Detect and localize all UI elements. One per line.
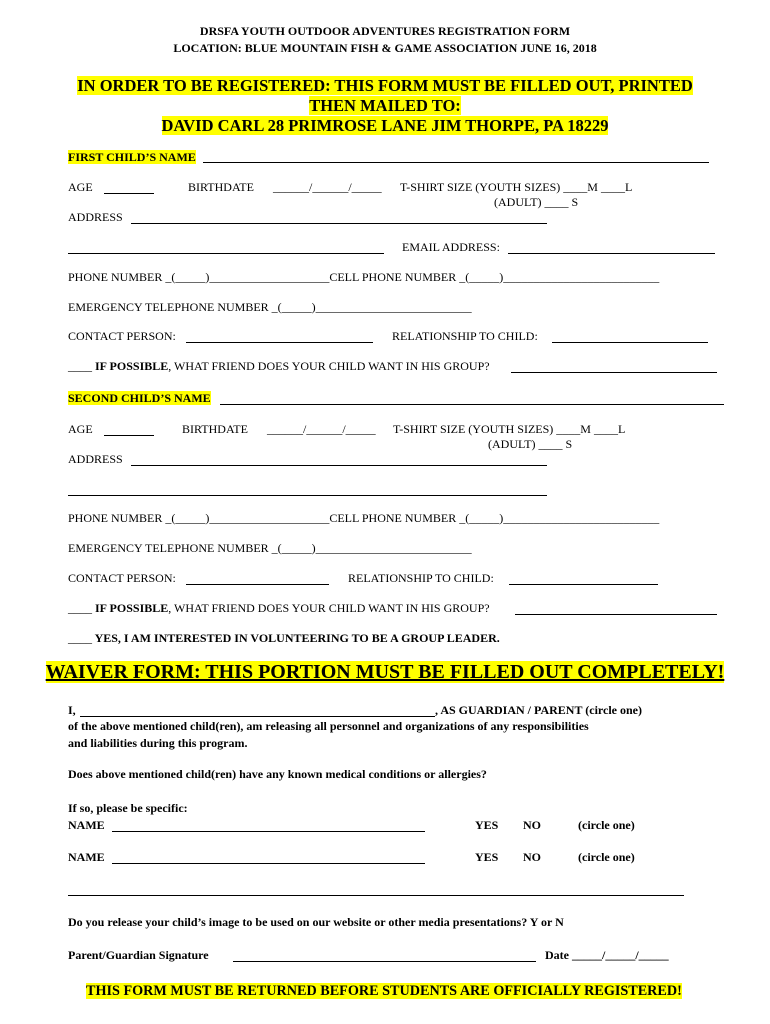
medical-name-field-1[interactable] <box>112 831 425 832</box>
tshirt-size-label[interactable]: T-SHIRT SIZE (YOUTH SIZES) ____M ____L <box>400 180 633 194</box>
guardian-name-field[interactable] <box>80 716 435 717</box>
waiver-title: WAIVER FORM: THIS PORTION MUST BE FILLED OUT COMPLETELY! <box>45 661 725 683</box>
address-field[interactable] <box>131 223 547 224</box>
signature-date-field[interactable]: Date _____/_____/_____ <box>545 948 669 962</box>
adult-size-label[interactable]: (ADULT) ____ S <box>494 195 579 209</box>
form-title: DRSFA YOUTH OUTDOOR ADVENTURES REGISTRATION FORM <box>199 24 571 38</box>
emergency-phone-line[interactable]: EMERGENCY TELEPHONE NUMBER _(_____)__________________________ <box>68 300 472 314</box>
friend-check-blank[interactable]: ____ <box>68 601 92 615</box>
adult-size-label[interactable]: (ADULT) ____ S <box>488 437 573 451</box>
circle-one-note: (circle one) <box>578 818 635 832</box>
emergency-phone-line[interactable]: EMERGENCY TELEPHONE NUMBER _(_____)__________________________ <box>68 541 472 555</box>
phone-numbers-line[interactable]: PHONE NUMBER _(_____)____________________CELL PHONE NUMBER _(_____)__________________________ <box>68 270 660 284</box>
address-field[interactable] <box>131 465 547 466</box>
tshirt-size-label[interactable]: T-SHIRT SIZE (YOUTH SIZES) ____M ____L <box>393 422 626 436</box>
second-child-heading: SECOND CHILD’S NAME <box>68 391 211 405</box>
volunteer-check-blank[interactable]: ____ <box>68 631 92 645</box>
volunteer-line: ____ YES, I AM INTERESTED IN VOLUNTEERING TO BE A GROUP LEADER. <box>68 631 500 645</box>
medical-question: Does above mentioned child(ren) have any known medical conditions or allergies? <box>68 767 487 781</box>
age-label: AGE <box>68 180 93 194</box>
medical-name-label: NAME <box>68 850 105 864</box>
birthdate-field[interactable]: ______/______/_____ <box>273 180 382 194</box>
address-field-line-2[interactable] <box>68 495 547 496</box>
friend-request-line: ____ IF POSSIBLE, WHAT FRIEND DOES YOUR CHILD WANT IN HIS GROUP? <box>68 601 490 615</box>
birthdate-field[interactable]: ______/______/_____ <box>267 422 376 436</box>
contact-person-label: CONTACT PERSON: <box>68 329 176 343</box>
relationship-field[interactable] <box>552 342 708 343</box>
birthdate-label: BIRTHDATE <box>182 422 248 436</box>
mailing-address: DAVID CARL 28 PRIMROSE LANE JIM THORPE, PA 18229 <box>161 116 609 135</box>
signature-field[interactable] <box>233 961 536 962</box>
waiver-release-text: of the above mentioned child(ren), am releasing all personnel and organizations of any responsibilities <box>68 719 589 733</box>
contact-person-field[interactable] <box>186 584 329 585</box>
medical-details-field[interactable] <box>68 895 684 896</box>
friend-request-line: ____ IF POSSIBLE, WHAT FRIEND DOES YOUR CHILD WANT IN HIS GROUP? <box>68 359 490 373</box>
second-child-name-field[interactable] <box>220 404 724 405</box>
first-child-heading: FIRST CHILD’S NAME <box>68 150 196 164</box>
medical-name-label: NAME <box>68 818 105 832</box>
first-child-name-field[interactable] <box>203 162 709 163</box>
address-label: ADDRESS <box>68 452 123 466</box>
no-option[interactable]: NO <box>523 818 541 832</box>
age-field[interactable] <box>104 435 154 436</box>
notice-line-2: THEN MAILED TO: <box>309 96 461 115</box>
friend-field[interactable] <box>515 614 717 615</box>
medical-name-field-2[interactable] <box>112 863 425 864</box>
phone-numbers-line[interactable]: PHONE NUMBER _(_____)____________________CELL PHONE NUMBER _(_____)__________________________ <box>68 511 660 525</box>
guardian-role-text[interactable]: , AS GUARDIAN / PARENT (circle one) <box>435 703 642 717</box>
return-notice: THIS FORM MUST BE RETURNED BEFORE STUDENTS ARE OFFICIALLY REGISTERED! <box>86 983 682 999</box>
waiver-i-label: I, <box>68 703 76 717</box>
location-line: LOCATION: BLUE MOUNTAIN FISH & GAME ASSOCIATION JUNE 16, 2018 <box>173 41 597 55</box>
medical-specify-label: If so, please be specific: <box>68 801 188 815</box>
friend-field[interactable] <box>511 372 717 373</box>
yes-option[interactable]: YES <box>475 818 499 832</box>
birthdate-label: BIRTHDATE <box>188 180 254 194</box>
image-release-question[interactable]: Do you release your child’s image to be used on our website or other media presentations? Y or N <box>68 915 564 929</box>
address-field-line-2[interactable] <box>68 253 384 254</box>
address-label: ADDRESS <box>68 210 123 224</box>
friend-check-blank[interactable]: ____ <box>68 359 92 373</box>
notice-line-1: IN ORDER TO BE REGISTERED: THIS FORM MUST BE FILLED OUT, PRINTED <box>77 76 693 95</box>
waiver-liability-text: and liabilities during this program. <box>68 736 248 750</box>
signature-label: Parent/Guardian Signature <box>68 948 209 962</box>
age-field[interactable] <box>104 193 154 194</box>
age-label: AGE <box>68 422 93 436</box>
contact-person-field[interactable] <box>186 342 373 343</box>
relationship-field[interactable] <box>509 584 658 585</box>
circle-one-note: (circle one) <box>578 850 635 864</box>
no-option[interactable]: NO <box>523 850 541 864</box>
yes-option[interactable]: YES <box>475 850 499 864</box>
contact-person-label: CONTACT PERSON: <box>68 571 176 585</box>
email-label: EMAIL ADDRESS: <box>402 240 500 254</box>
relationship-label: RELATIONSHIP TO CHILD: <box>348 571 494 585</box>
email-field[interactable] <box>508 253 715 254</box>
relationship-label: RELATIONSHIP TO CHILD: <box>392 329 538 343</box>
